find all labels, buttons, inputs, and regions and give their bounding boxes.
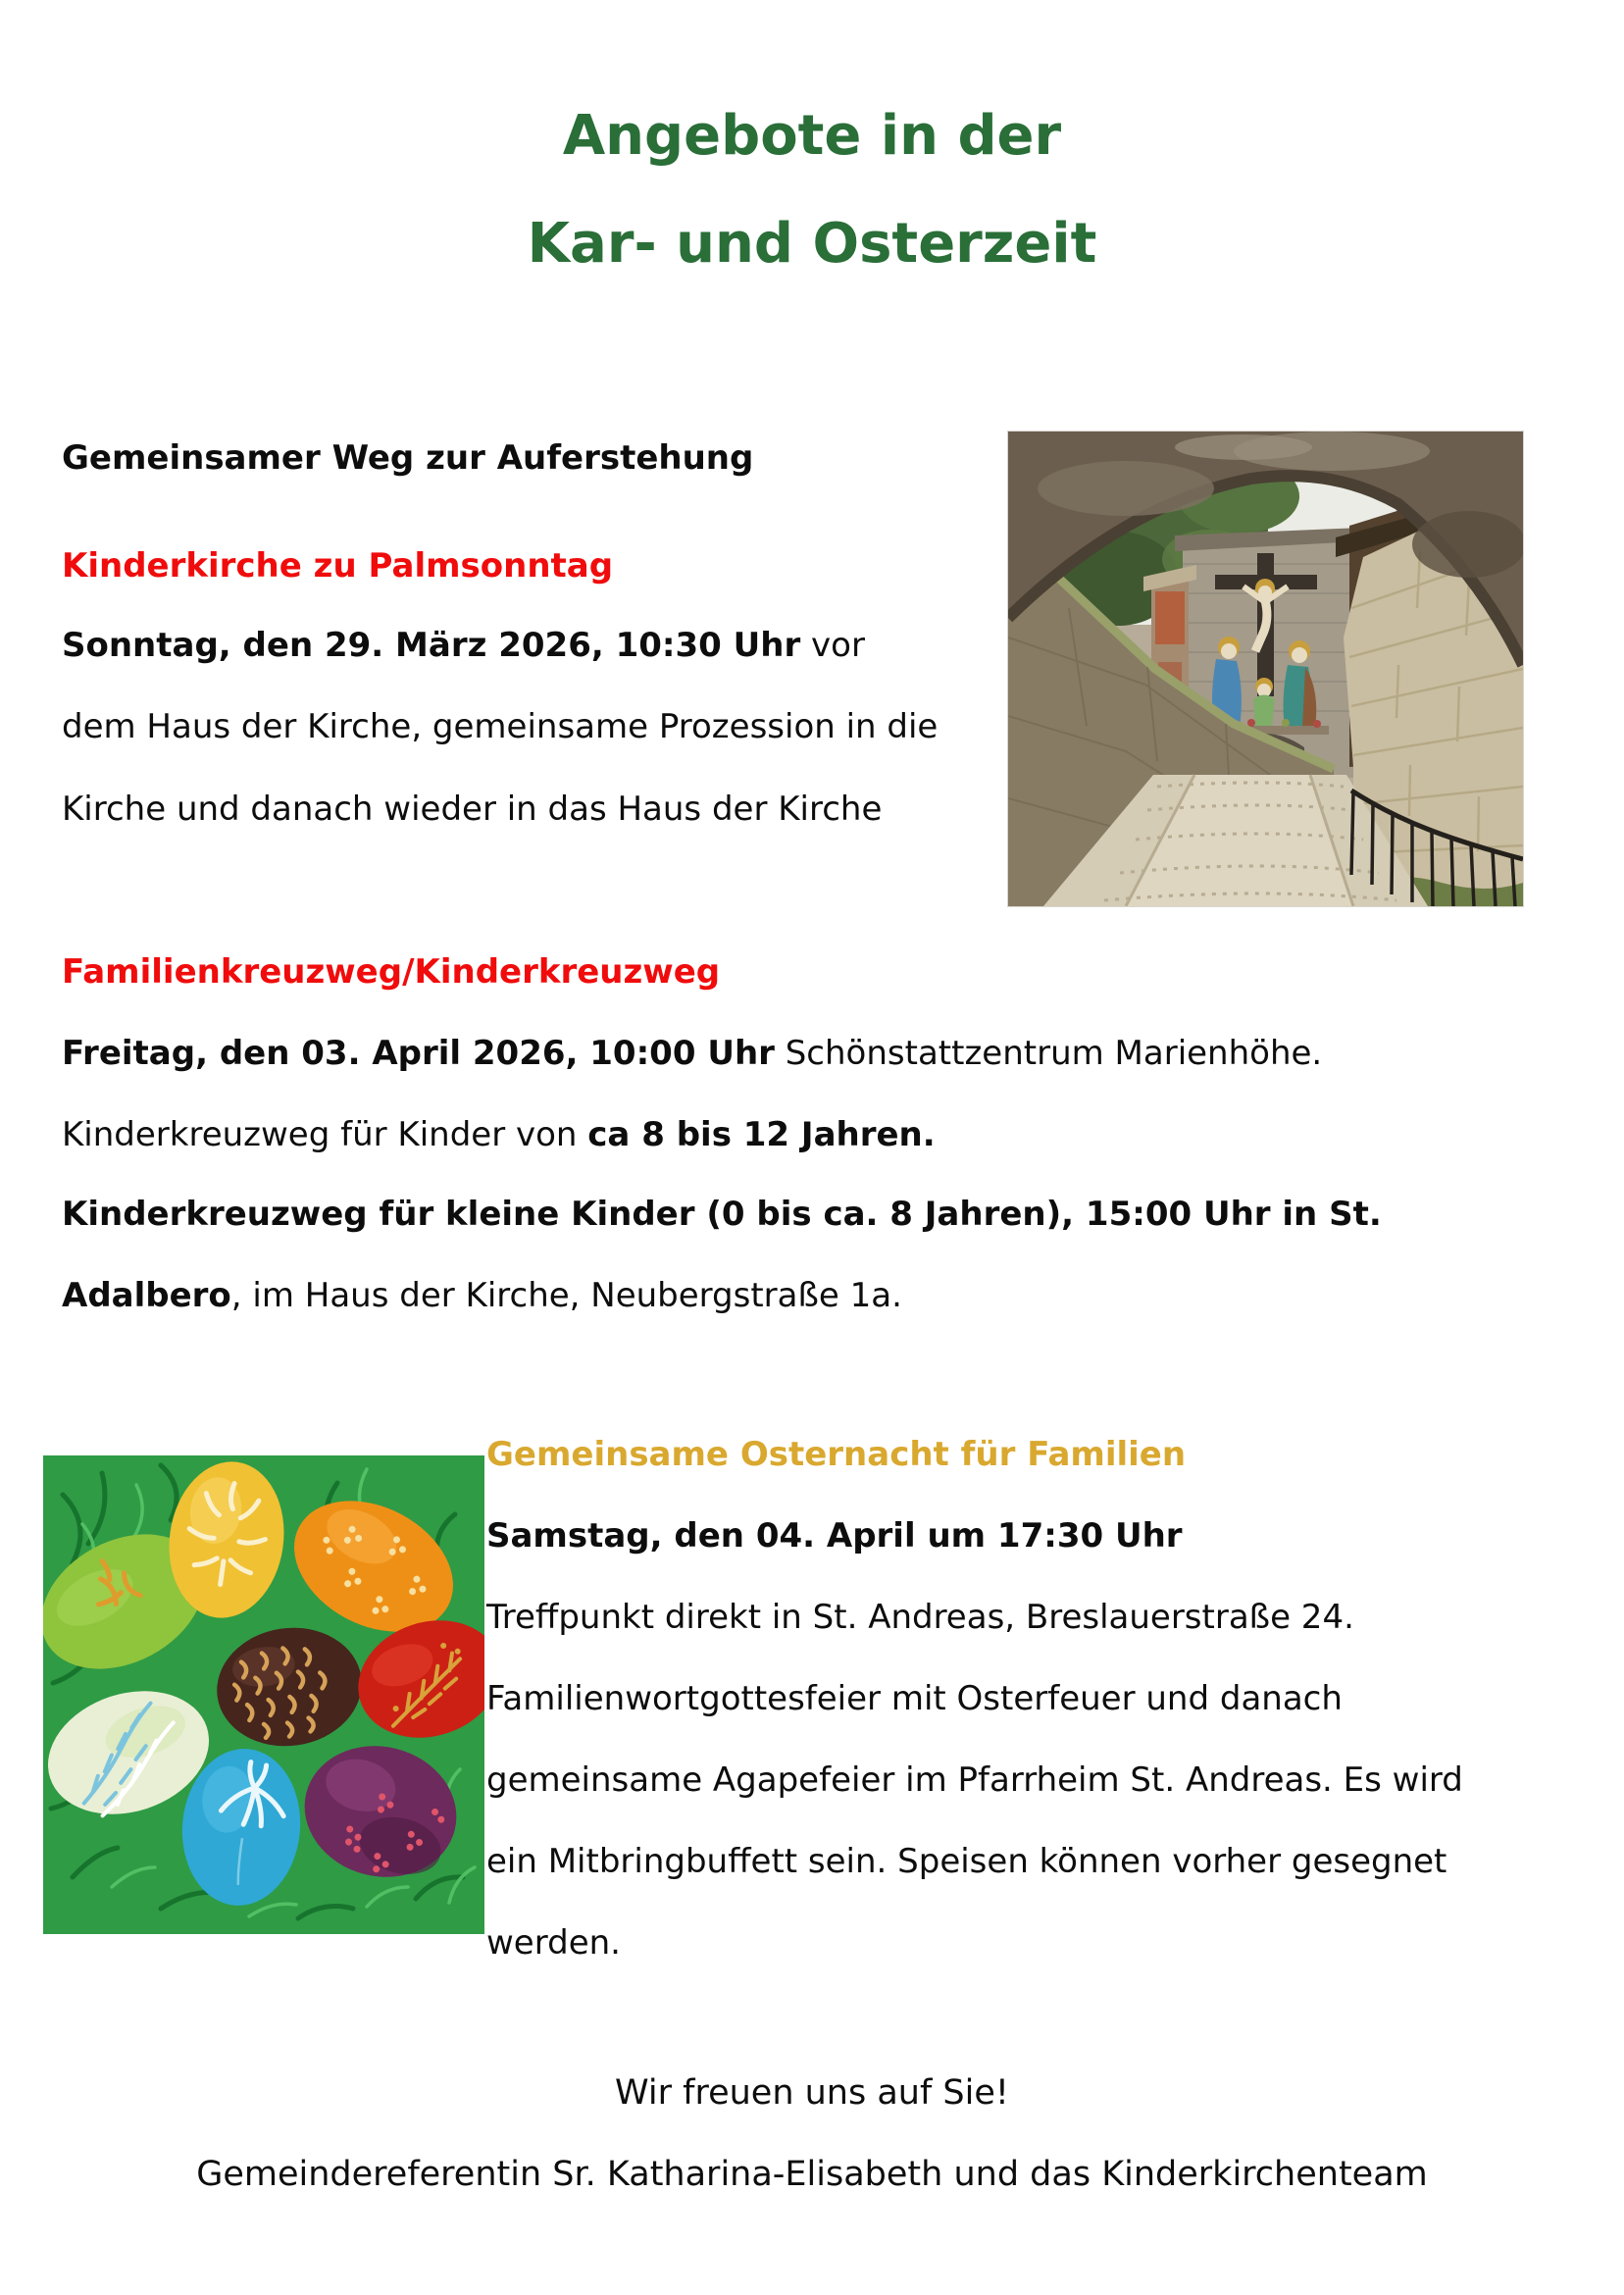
osternacht-line-4: gemeinsame Agapefeier im Pfarrheim St. Andreas. Es wird [486, 1760, 1463, 1800]
footer-line-2: Gemeindereferentin Sr. Katharina-Elisabeth und das Kinderkirchenteam [196, 2155, 1428, 2194]
kreuzweg-line-2 [62, 1111, 936, 1158]
easter-eggs-photo-image [43, 1455, 484, 1934]
palmsonntag-heading: Kinderkirche zu Palmsonntag [62, 546, 614, 586]
osternacht-line-2: Treffpunkt direkt in St. Andreas, Breslauerstraße 24. [486, 1598, 1354, 1637]
osternacht-heading: Gemeinsame Osternacht für Familien [486, 1435, 1187, 1474]
palmsonntag-line-1 [62, 622, 865, 669]
palmsonntag-date: Sonntag, den 29. März 2026, 10:30 Uhr [62, 626, 801, 665]
osternacht-line-3: Familienwortgottesfeier mit Osterfeuer und danach [486, 1679, 1343, 1718]
osternacht-line-6: werden. [486, 1923, 621, 1963]
palmsonntag-line-3: Kirche und danach wieder in das Haus der Kirche [62, 790, 883, 829]
kreuzweg-age-range: ca 8 bis 12 Jahren. [587, 1115, 936, 1154]
osternacht-date: Samstag, den 04. April um 17:30 Uhr [486, 1516, 1183, 1556]
kreuzweg-line-3: Kinderkreuzweg für kleine Kinder (0 bis ca. 8 Jahren), 15:00 Uhr in St. [62, 1195, 1382, 1234]
kreuzweg-line-1-rest: Schönstattzentrum Marienhöhe. [774, 1034, 1323, 1073]
page-title-line-2: Kar- und Osterzeit [527, 212, 1097, 276]
church-passage-photo-image [1008, 432, 1523, 906]
osternacht-line-5: ein Mitbringbuffett sein. Speisen können vorher gesegnet [486, 1842, 1447, 1881]
kreuzweg-line-2-start: Kinderkreuzweg für Kinder von [62, 1115, 588, 1154]
kreuzweg-line-4-rest: , im Haus der Kirche, Neubergstraße 1a. [230, 1276, 902, 1315]
kreuzweg-location-bold: Adalbero [62, 1276, 231, 1315]
palmsonntag-line-1-rest: vor [800, 626, 865, 665]
palmsonntag-line-2: dem Haus der Kirche, gemeinsame Prozession in die [62, 707, 939, 746]
kreuzweg-line-4 [62, 1272, 902, 1319]
kreuzweg-heading: Familienkreuzweg/Kinderkreuzweg [62, 952, 721, 992]
intro-heading: Gemeinsamer Weg zur Auferstehung [62, 438, 754, 478]
footer-line-1: Wir freuen uns auf Sie! [615, 2073, 1009, 2113]
page-title-line-1: Angebote in der [562, 104, 1062, 168]
church-passage-photo [1008, 432, 1523, 906]
easter-eggs-photo [43, 1455, 484, 1934]
kreuzweg-date: Freitag, den 03. April 2026, 10:00 Uhr [62, 1034, 775, 1073]
kreuzweg-line-1 [62, 1030, 1322, 1077]
